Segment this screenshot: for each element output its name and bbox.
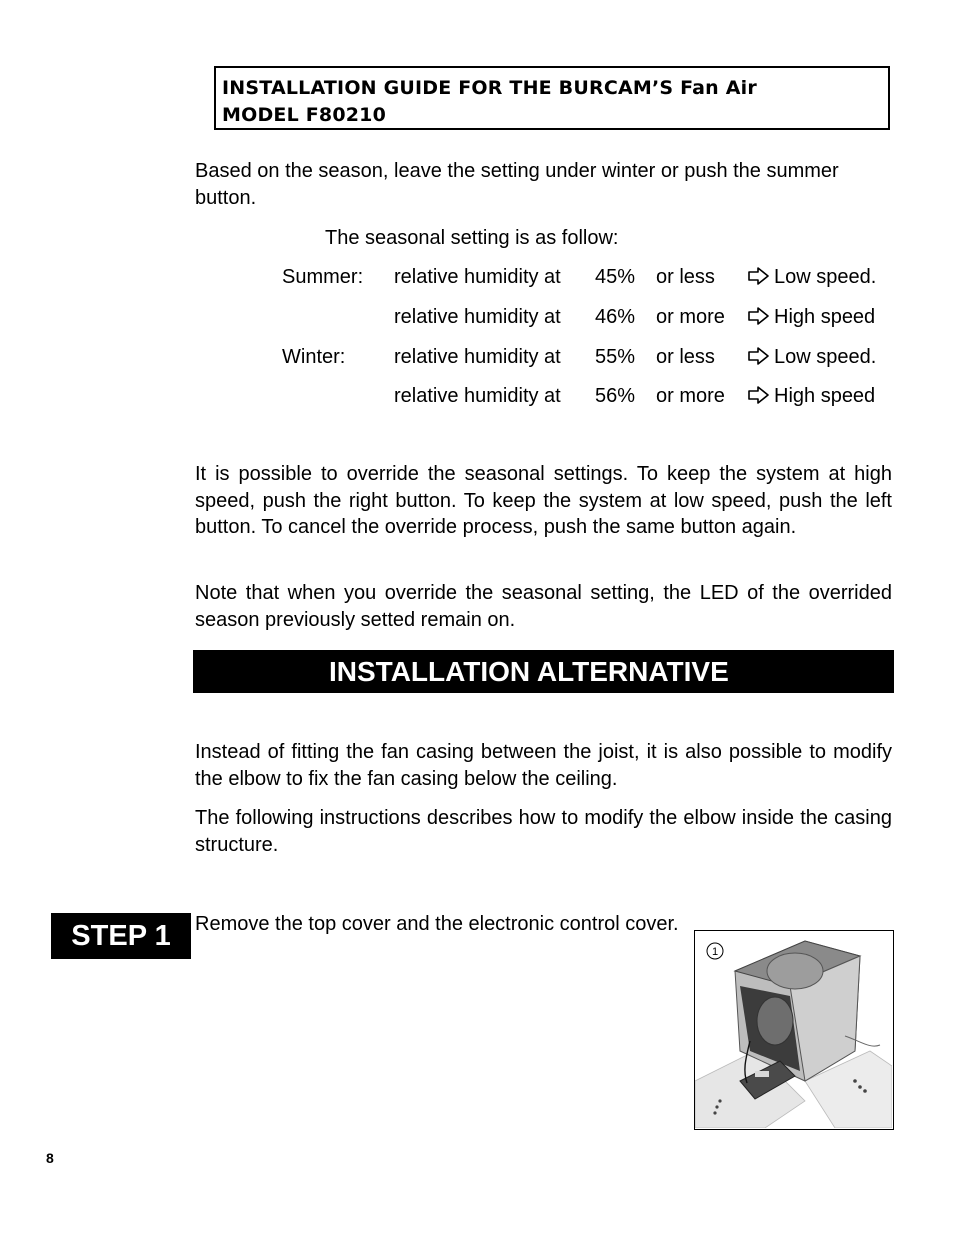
settings-result-text: Low speed. [774,346,877,368]
document-header [214,66,890,130]
right-arrow-icon [748,266,770,286]
seasonal-lead: The seasonal setting is as follow: [325,227,619,249]
right-arrow-icon [748,385,770,405]
settings-result [748,305,875,329]
settings-percent: 45% [595,266,636,288]
settings-label: relative humidity at [394,385,561,407]
settings-label: relative humidity at [394,306,561,328]
settings-result [748,384,875,408]
settings-condition: or less [656,266,715,288]
settings-season: Winter: [282,346,346,368]
intro-paragraph: Based on the season, leave the setting under winter or push the summer button. [195,160,839,209]
section-paragraph-2: The following instructions describes how to modify the elbow inside the casing structure. [195,807,892,856]
settings-label: relative humidity at [394,266,561,288]
settings-percent: 56% [595,385,636,407]
override-paragraph: It is possible to override the seasonal settings. To keep the system at high speed, push the right button. To keep the system at low speed, push the left button. To cancel the override process, push the same button again. [195,463,892,538]
section-banner: INSTALLATION ALTERNATIVE [193,650,894,693]
settings-condition: or less [656,346,715,368]
fan-casing-illustration [695,931,892,1128]
settings-condition: or more [656,306,725,328]
fan-casing-photo [694,930,894,1130]
settings-label: relative humidity at [394,346,561,368]
right-arrow-icon [748,346,770,366]
settings-result [748,265,876,289]
header-title-line2: MODEL F80210 [222,104,387,126]
settings-result [748,345,876,369]
settings-result-text: High speed [774,385,876,407]
override-note: Note that when you override the seasonal setting, the LED of the overrided season previously setted remain on. [195,582,892,631]
step-instruction: Remove the top cover and the electronic control cover. [195,913,679,935]
right-arrow-icon [748,306,770,326]
settings-result-text: High speed [774,306,876,328]
figure-number: 1 [711,946,719,958]
settings-condition: or more [656,385,725,407]
step-label: STEP 1 [51,913,191,959]
section-paragraph-1: Instead of fitting the fan casing between the joist, it is also possible to modify the elbow to fix the fan casing below the ceiling. [195,741,892,790]
settings-percent: 55% [595,346,636,368]
settings-percent: 46% [595,306,636,328]
header-title-line1: INSTALLATION GUIDE FOR THE BURCAM’S Fan Air [222,77,757,99]
settings-result-text: Low speed. [774,266,877,288]
page-number: 8 [46,1150,54,1166]
settings-season: Summer: [282,266,364,288]
